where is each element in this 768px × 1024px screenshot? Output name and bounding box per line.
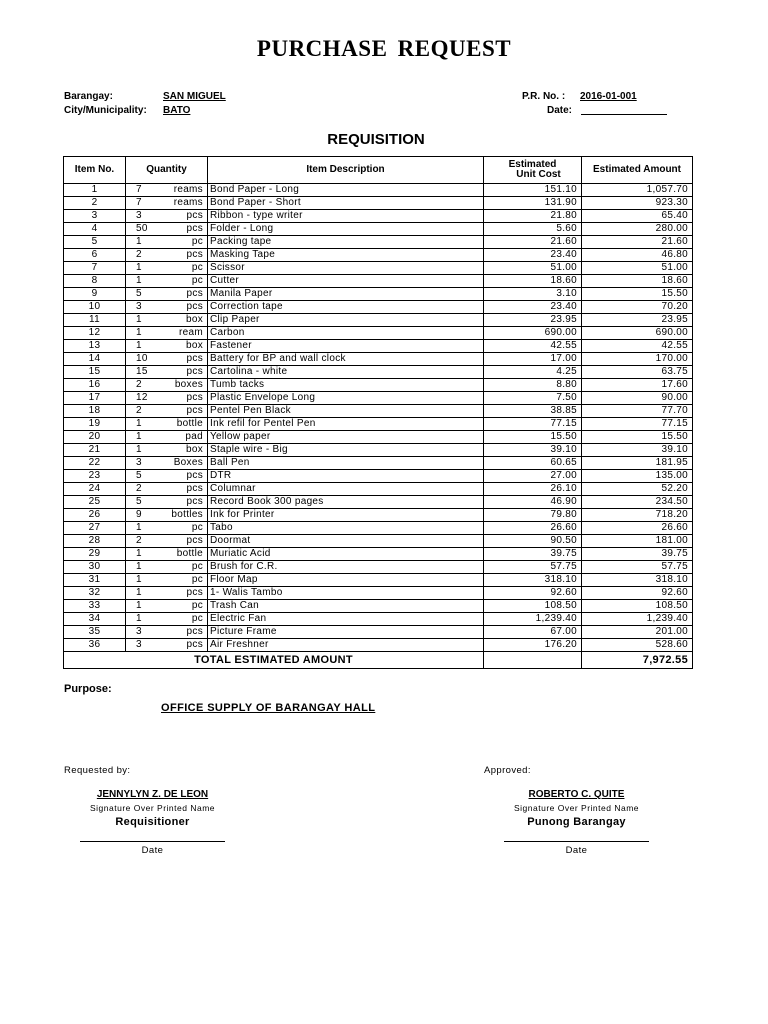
quantity-cell: 7	[126, 197, 161, 210]
amount-cell: 51.00	[582, 262, 693, 275]
amount-cell: 201.00	[582, 626, 693, 639]
description-cell: Floor Map	[208, 574, 484, 587]
quantity-cell: 15	[126, 366, 161, 379]
item-no-cell: 36	[64, 639, 126, 652]
unit-cost-cell: 90.50	[484, 535, 582, 548]
description-cell: Bond Paper - Long	[208, 184, 484, 197]
unit-cell: boxes	[161, 379, 208, 392]
col-header-description: Item Description	[208, 157, 484, 184]
table-row	[64, 574, 693, 587]
col-header-item-no: Item No.	[64, 157, 126, 184]
requester-date-label: Date	[141, 845, 164, 856]
item-no-cell: 20	[64, 431, 126, 444]
requester-name: JENNYLYN Z. DE LEON	[96, 789, 209, 800]
table-row	[64, 262, 693, 275]
item-no-cell: 25	[64, 496, 126, 509]
amount-cell: 135.00	[582, 470, 693, 483]
barangay-value: SAN MIGUEL	[163, 91, 226, 102]
col-header-unit-cost-line1: Estimated	[508, 159, 557, 170]
table-row	[64, 223, 693, 236]
quantity-cell: 9	[126, 509, 161, 522]
quantity-cell: 1	[126, 236, 161, 249]
amount-cell: 65.40	[582, 210, 693, 223]
unit-cost-cell: 3.10	[484, 288, 582, 301]
total-value: 7,972.55	[582, 652, 693, 669]
quantity-cell: 1	[126, 561, 161, 574]
description-cell: 1- Walis Tambo	[208, 587, 484, 600]
description-cell: Pentel Pen Black	[208, 405, 484, 418]
item-no-cell: 19	[64, 418, 126, 431]
description-cell: Cutter	[208, 275, 484, 288]
unit-cost-cell: 51.00	[484, 262, 582, 275]
description-cell: Staple wire - Big	[208, 444, 484, 457]
unit-cell: pcs	[161, 210, 208, 223]
approver-signature-block	[489, 789, 664, 856]
table-row	[64, 340, 693, 353]
table-row	[64, 366, 693, 379]
purpose-text: OFFICE SUPPLY OF BARANGAY HALL	[161, 702, 376, 714]
table-row	[64, 288, 693, 301]
description-cell: Doormat	[208, 535, 484, 548]
unit-cell: reams	[161, 184, 208, 197]
unit-cell: pc	[161, 522, 208, 535]
unit-cost-cell: 8.80	[484, 379, 582, 392]
description-cell: Scissor	[208, 262, 484, 275]
table-row	[64, 535, 693, 548]
description-cell: Yellow paper	[208, 431, 484, 444]
total-label: TOTAL ESTIMATED AMOUNT	[64, 652, 484, 669]
description-cell: Columnar	[208, 483, 484, 496]
col-header-unit-cost-line2: Unit Cost	[516, 169, 561, 180]
item-no-cell: 6	[64, 249, 126, 262]
amount-cell: 63.75	[582, 366, 693, 379]
unit-cell: pcs	[161, 470, 208, 483]
date-label: Date:	[547, 105, 573, 116]
col-header-quantity: Quantity	[126, 157, 208, 184]
unit-cost-cell: 23.40	[484, 301, 582, 314]
barangay-label: Barangay:	[64, 91, 113, 102]
unit-cost-cell: 18.60	[484, 275, 582, 288]
amount-cell: 181.00	[582, 535, 693, 548]
description-cell: Packing tape	[208, 236, 484, 249]
table-row	[64, 496, 693, 509]
table-row	[64, 613, 693, 626]
pr-number-value: 2016-01-001	[580, 91, 637, 102]
description-cell: Ball Pen	[208, 457, 484, 470]
col-header-unit-cost	[484, 157, 582, 184]
unit-cost-cell: 39.75	[484, 548, 582, 561]
item-no-cell: 27	[64, 522, 126, 535]
amount-cell: 280.00	[582, 223, 693, 236]
unit-cell: pcs	[161, 301, 208, 314]
unit-cost-cell: 17.00	[484, 353, 582, 366]
amount-cell: 52.20	[582, 483, 693, 496]
quantity-cell: 5	[126, 288, 161, 301]
unit-cost-cell: 131.90	[484, 197, 582, 210]
table-row	[64, 509, 693, 522]
quantity-cell: 1	[126, 587, 161, 600]
approved-label: Approved:	[484, 765, 531, 776]
description-cell: Clip Paper	[208, 314, 484, 327]
quantity-cell: 3	[126, 639, 161, 652]
item-no-cell: 8	[64, 275, 126, 288]
approver-name: ROBERTO C. QUITE	[528, 789, 625, 800]
item-no-cell: 1	[64, 184, 126, 197]
table-row	[64, 561, 693, 574]
unit-cell: pad	[161, 431, 208, 444]
amount-cell: 57.75	[582, 561, 693, 574]
amount-cell: 42.55	[582, 340, 693, 353]
unit-cost-cell: 27.00	[484, 470, 582, 483]
total-row	[64, 652, 693, 669]
purpose-label: Purpose:	[64, 683, 112, 695]
quantity-cell: 1	[126, 262, 161, 275]
date-blank	[581, 105, 667, 118]
unit-cost-cell: 7.50	[484, 392, 582, 405]
amount-cell: 923.30	[582, 197, 693, 210]
unit-cell: reams	[161, 197, 208, 210]
quantity-cell: 5	[126, 470, 161, 483]
item-no-cell: 15	[64, 366, 126, 379]
quantity-cell: 1	[126, 444, 161, 457]
total-spacer	[484, 652, 582, 669]
unit-cost-cell: 21.80	[484, 210, 582, 223]
quantity-cell: 3	[126, 210, 161, 223]
quantity-cell: 2	[126, 379, 161, 392]
quantity-cell: 2	[126, 405, 161, 418]
description-cell: Air Freshner	[208, 639, 484, 652]
item-no-cell: 14	[64, 353, 126, 366]
quantity-cell: 1	[126, 275, 161, 288]
table-row	[64, 444, 693, 457]
unit-cell: box	[161, 444, 208, 457]
amount-cell: 108.50	[582, 600, 693, 613]
requested-by-label: Requested by:	[64, 765, 131, 776]
amount-cell: 39.10	[582, 444, 693, 457]
amount-cell: 690.00	[582, 327, 693, 340]
requester-signature-caption: Signature Over Printed Name	[90, 803, 215, 813]
table-row	[64, 275, 693, 288]
unit-cost-cell: 176.20	[484, 639, 582, 652]
item-no-cell: 4	[64, 223, 126, 236]
item-no-cell: 33	[64, 600, 126, 613]
table-row	[64, 197, 693, 210]
unit-cost-cell: 23.40	[484, 249, 582, 262]
item-no-cell: 2	[64, 197, 126, 210]
unit-cost-cell: 39.10	[484, 444, 582, 457]
document-title: PURCHASE REQUEST	[256, 36, 512, 61]
item-no-cell: 10	[64, 301, 126, 314]
unit-cost-cell: 57.75	[484, 561, 582, 574]
description-cell: Tabo	[208, 522, 484, 535]
item-no-cell: 34	[64, 613, 126, 626]
amount-cell: 1,239.40	[582, 613, 693, 626]
table-row	[64, 457, 693, 470]
item-no-cell: 11	[64, 314, 126, 327]
unit-cost-cell: 79.80	[484, 509, 582, 522]
item-no-cell: 3	[64, 210, 126, 223]
amount-cell: 26.60	[582, 522, 693, 535]
quantity-cell: 2	[126, 535, 161, 548]
unit-cost-cell: 318.10	[484, 574, 582, 587]
amount-cell: 1,057.70	[582, 184, 693, 197]
unit-cell: pcs	[161, 496, 208, 509]
description-cell: Masking Tape	[208, 249, 484, 262]
city-label: City/Municipality:	[64, 105, 147, 116]
quantity-cell: 1	[126, 574, 161, 587]
requester-date-line	[80, 841, 225, 842]
unit-cost-cell: 21.60	[484, 236, 582, 249]
quantity-cell: 2	[126, 483, 161, 496]
quantity-cell: 1	[126, 548, 161, 561]
unit-cell: bottle	[161, 548, 208, 561]
item-no-cell: 23	[64, 470, 126, 483]
unit-cost-cell: 46.90	[484, 496, 582, 509]
quantity-cell: 12	[126, 392, 161, 405]
amount-cell: 15.50	[582, 431, 693, 444]
item-no-cell: 16	[64, 379, 126, 392]
amount-cell: 70.20	[582, 301, 693, 314]
table-row	[64, 470, 693, 483]
table-row	[64, 522, 693, 535]
item-no-cell: 18	[64, 405, 126, 418]
unit-cell: pcs	[161, 249, 208, 262]
unit-cell: pc	[161, 561, 208, 574]
item-no-cell: 5	[64, 236, 126, 249]
unit-cost-cell: 26.60	[484, 522, 582, 535]
table-row	[64, 392, 693, 405]
amount-cell: 23.95	[582, 314, 693, 327]
unit-cell: pcs	[161, 288, 208, 301]
table-row	[64, 249, 693, 262]
amount-cell: 18.60	[582, 275, 693, 288]
unit-cost-cell: 151.10	[484, 184, 582, 197]
description-cell: Plastic Envelope Long	[208, 392, 484, 405]
item-no-cell: 7	[64, 262, 126, 275]
quantity-cell: 3	[126, 626, 161, 639]
quantity-cell: 1	[126, 418, 161, 431]
item-no-cell: 26	[64, 509, 126, 522]
quantity-cell: 2	[126, 249, 161, 262]
unit-cell: pcs	[161, 626, 208, 639]
unit-cell: pc	[161, 613, 208, 626]
quantity-cell: 1	[126, 314, 161, 327]
unit-cell: pcs	[161, 405, 208, 418]
description-cell: Battery for BP and wall clock	[208, 353, 484, 366]
item-no-cell: 35	[64, 626, 126, 639]
unit-cell: box	[161, 314, 208, 327]
amount-cell: 21.60	[582, 236, 693, 249]
item-no-cell: 12	[64, 327, 126, 340]
description-cell: Ink for Printer	[208, 509, 484, 522]
unit-cell: pc	[161, 262, 208, 275]
city-value: BATO	[163, 105, 191, 116]
amount-cell: 234.50	[582, 496, 693, 509]
table-row	[64, 236, 693, 249]
quantity-cell: 1	[126, 327, 161, 340]
unit-cost-cell: 60.65	[484, 457, 582, 470]
unit-cell: pc	[161, 600, 208, 613]
item-no-cell: 21	[64, 444, 126, 457]
item-no-cell: 31	[64, 574, 126, 587]
description-cell: Record Book 300 pages	[208, 496, 484, 509]
table-row	[64, 405, 693, 418]
unit-cell: pcs	[161, 639, 208, 652]
amount-cell: 39.75	[582, 548, 693, 561]
table-row	[64, 379, 693, 392]
quantity-cell: 3	[126, 301, 161, 314]
table-row	[64, 548, 693, 561]
unit-cell: pcs	[161, 483, 208, 496]
table-row	[64, 418, 693, 431]
unit-cost-cell: 15.50	[484, 431, 582, 444]
amount-cell: 718.20	[582, 509, 693, 522]
unit-cost-cell: 42.55	[484, 340, 582, 353]
item-no-cell: 13	[64, 340, 126, 353]
description-cell: Correction tape	[208, 301, 484, 314]
approver-date-line	[504, 841, 649, 842]
unit-cell: box	[161, 340, 208, 353]
amount-cell: 318.10	[582, 574, 693, 587]
unit-cost-cell: 77.15	[484, 418, 582, 431]
approver-date-label: Date	[565, 845, 588, 856]
unit-cost-cell: 1,239.40	[484, 613, 582, 626]
description-cell: Electric Fan	[208, 613, 484, 626]
unit-cost-cell: 108.50	[484, 600, 582, 613]
table-row	[64, 301, 693, 314]
description-cell: Fastener	[208, 340, 484, 353]
description-cell: Picture Frame	[208, 626, 484, 639]
description-cell: Cartolina - white	[208, 366, 484, 379]
description-cell: Brush for C.R.	[208, 561, 484, 574]
table-row	[64, 327, 693, 340]
unit-cell: bottles	[161, 509, 208, 522]
item-no-cell: 17	[64, 392, 126, 405]
item-no-cell: 24	[64, 483, 126, 496]
table-row	[64, 483, 693, 496]
quantity-cell: 5	[126, 496, 161, 509]
item-no-cell: 28	[64, 535, 126, 548]
table-header-row	[64, 157, 693, 184]
unit-cell: pcs	[161, 535, 208, 548]
description-cell: Ink refil for Pentel Pen	[208, 418, 484, 431]
description-cell: Manila Paper	[208, 288, 484, 301]
unit-cell: bottle	[161, 418, 208, 431]
item-no-cell: 30	[64, 561, 126, 574]
description-cell: Muriatic Acid	[208, 548, 484, 561]
unit-cell: pcs	[161, 587, 208, 600]
table-row	[64, 626, 693, 639]
description-cell: Ribbon - type writer	[208, 210, 484, 223]
unit-cost-cell: 92.60	[484, 587, 582, 600]
amount-cell: 90.00	[582, 392, 693, 405]
amount-cell: 170.00	[582, 353, 693, 366]
item-no-cell: 22	[64, 457, 126, 470]
quantity-cell: 50	[126, 223, 161, 236]
amount-cell: 15.50	[582, 288, 693, 301]
unit-cost-cell: 67.00	[484, 626, 582, 639]
quantity-cell: 1	[126, 431, 161, 444]
unit-cell: pcs	[161, 223, 208, 236]
unit-cell: pcs	[161, 366, 208, 379]
amount-cell: 528.60	[582, 639, 693, 652]
table-row	[64, 184, 693, 197]
description-cell: DTR	[208, 470, 484, 483]
unit-cell: pc	[161, 574, 208, 587]
amount-cell: 92.60	[582, 587, 693, 600]
table-row	[64, 210, 693, 223]
quantity-cell: 7	[126, 184, 161, 197]
unit-cost-cell: 5.60	[484, 223, 582, 236]
table-row	[64, 639, 693, 652]
amount-cell: 46.80	[582, 249, 693, 262]
quantity-cell: 1	[126, 522, 161, 535]
requisition-title: REQUISITION	[327, 131, 425, 148]
unit-cost-cell: 690.00	[484, 327, 582, 340]
unit-cell: pc	[161, 275, 208, 288]
requester-signature-block	[65, 789, 240, 856]
description-cell: Folder - Long	[208, 223, 484, 236]
item-no-cell: 32	[64, 587, 126, 600]
approver-signature-caption: Signature Over Printed Name	[514, 803, 639, 813]
unit-cell: ream	[161, 327, 208, 340]
quantity-cell: 1	[126, 340, 161, 353]
table-row	[64, 353, 693, 366]
quantity-cell: 1	[126, 600, 161, 613]
unit-cell: pcs	[161, 392, 208, 405]
pr-number-label: P.R. No. :	[522, 91, 566, 102]
requester-role: Requisitioner	[115, 816, 190, 828]
quantity-cell: 3	[126, 457, 161, 470]
approver-role: Punong Barangay	[527, 816, 626, 828]
unit-cell: pcs	[161, 353, 208, 366]
amount-cell: 77.15	[582, 418, 693, 431]
description-cell: Trash Can	[208, 600, 484, 613]
amount-cell: 17.60	[582, 379, 693, 392]
unit-cost-cell: 26.10	[484, 483, 582, 496]
unit-cost-cell: 38.85	[484, 405, 582, 418]
description-cell: Carbon	[208, 327, 484, 340]
unit-cell: Boxes	[161, 457, 208, 470]
table-row	[64, 600, 693, 613]
amount-cell: 181.95	[582, 457, 693, 470]
requisition-table	[63, 156, 693, 669]
quantity-cell: 1	[126, 613, 161, 626]
table-row	[64, 431, 693, 444]
table-row	[64, 587, 693, 600]
item-no-cell: 9	[64, 288, 126, 301]
description-cell: Tumb tacks	[208, 379, 484, 392]
unit-cost-cell: 4.25	[484, 366, 582, 379]
item-no-cell: 29	[64, 548, 126, 561]
table-row	[64, 314, 693, 327]
description-cell: Bond Paper - Short	[208, 197, 484, 210]
col-header-amount: Estimated Amount	[582, 157, 693, 184]
amount-cell: 77.70	[582, 405, 693, 418]
unit-cost-cell: 23.95	[484, 314, 582, 327]
quantity-cell: 10	[126, 353, 161, 366]
unit-cell: pc	[161, 236, 208, 249]
